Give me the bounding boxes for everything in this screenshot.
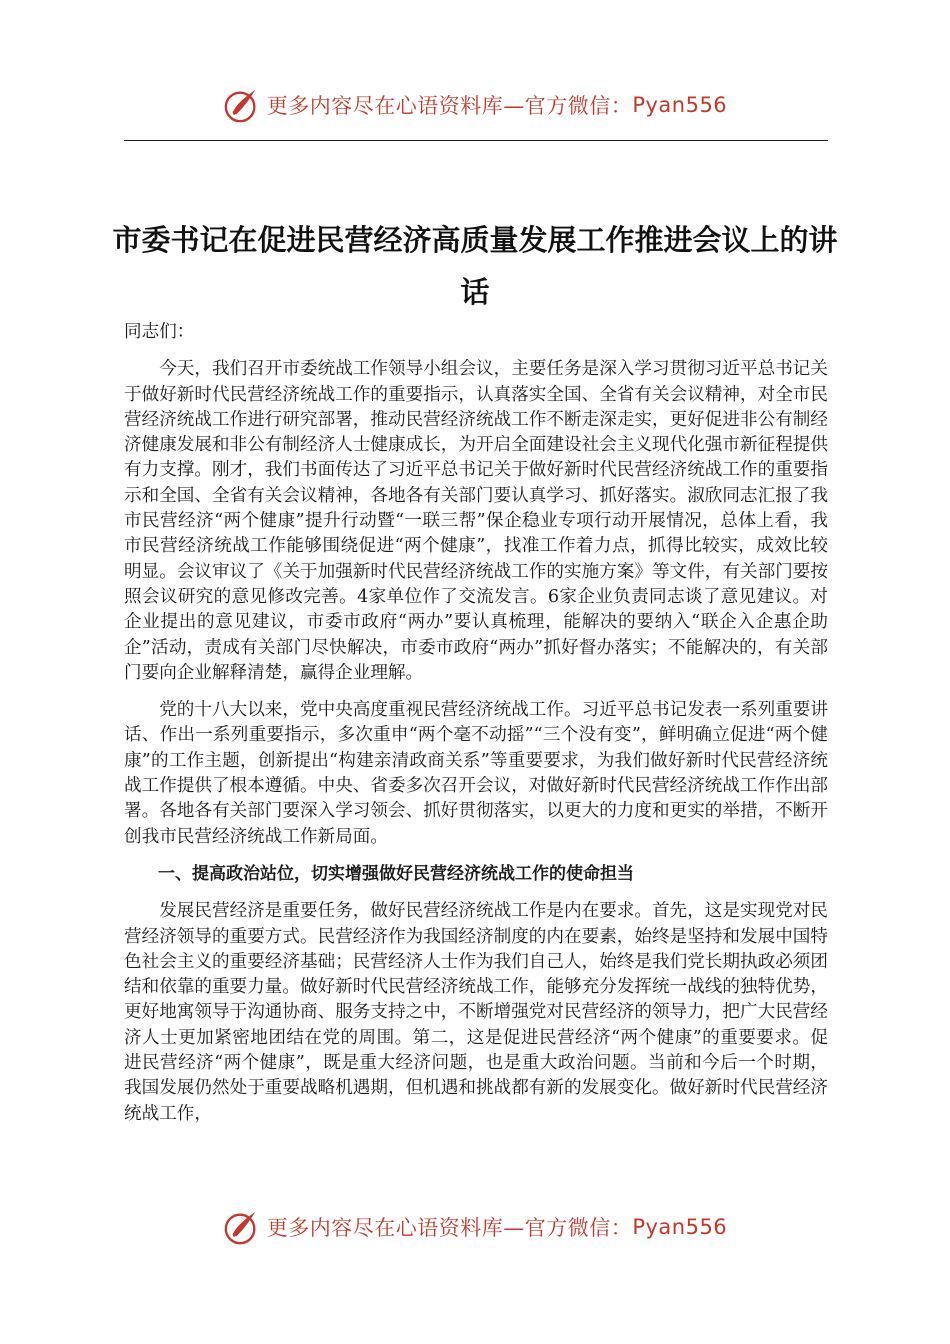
watermark-wechat-id: Pyan556 <box>632 1215 728 1239</box>
paragraph: 党的十八大以来，党中央高度重视民营经济统战工作。习近平总书记发表一系列重要讲话、作出一系列重要指示，多次重申“两个毫不动摇”“三个没有变”，鲜明确立促进“两个健康”的工作主题，创新提出“构建亲清政商关系”等重要要求，为我们做好新时代民营经济统战工作提供了根本遵循。中央、省委多次召开会议，对做好新时代民营经济统战工作作出部署。各地各有关部门要深入学习领会、抓好贯彻落实，以更大的力度和更实的举措，不断开创我市民营经济统战工作新局面。 <box>124 700 828 847</box>
paragraph: 发展民营经济是重要任务，做好民营经济统战工作是内在要求。首先，这是实现党对民营经济领导的重要方式。民营经济作为我国经济制度的内在要素，始终是坚持和发展中国特色社会主义的重要经济基础；民营经济人士作为我们自己人，始终是我们党长期执政必须团结和依靠的重要力量。做好新时代民营经济统战工作，能够充分发挥统一战线的独特优势，更好地寓领导于沟通协商、服务支持之中，不断增强党对民营经济的领导力，把广大民营经济人士更加紧密地团结在党的周围。第二，这是促进民营经济“两个健康”的重要要求。促进民营经济“两个健康”，既是重大经济问题，也是重大政治问题。当前和今后一个时期，我国发展仍然处于重要战略机遇期，但机遇和挑战都有新的发展变化。做好新时代民营经济统战工作， <box>124 901 828 1124</box>
watermark-banner-bottom <box>0 1208 950 1246</box>
section-heading: 一、提高政治站位，切实增强做好民营经济统战工作的使命担当 <box>158 863 634 884</box>
watermark-text: 更多内容尽在心语资料库—官方微信： <box>266 1216 633 1240</box>
watermark-wechat-id: Pyan556 <box>632 93 728 117</box>
pen-logo-icon <box>223 86 261 124</box>
header-divider <box>124 140 828 141</box>
watermark-text: 更多内容尽在心语资料库—官方微信： <box>266 94 633 118</box>
watermark-banner-top <box>0 86 950 124</box>
salutation: 同志们： <box>124 322 195 342</box>
pen-logo-icon <box>223 1208 261 1246</box>
paragraph: 今天，我们召开市委统战工作领导小组会议，主要任务是深入学习贯彻习近平总书记关于做好新时代民营经济统战工作的重要指示，认真落实全国、全省有关会议精神，对全市民营经济统战工作进行研究部署，推动民营经济统战工作不断走深走实，更好促进非公有制经济健康发展和非公有制经济人士健康成长，为开启全面建设社会主义现代化强市新征程提供有力支撑。刚才，我们书面传达了习近平总书记关于做好新时代民营经济统战工作的重要指示和全国、全省有关会议精神，各地各有关部门要认真学习、抓好落实。淑欣同志汇报了我市民营经济“两个健康”提升行动暨“一联三帮”保企稳业专项行动开展情况，总体上看，我市民营经济统战工作能够围绕促进“两个健康”，找准工作着力点，抓得比较实，成效比较明显。会议审议了《关于加强新时代民营经济统战工作的实施方案》等文件，有关部门要按照会议研究的意见修改完善。4家单位作了交流发言。6家企业负责同志谈了意见建议。对企业提出的意见建议，市委市政府“两办”要认真梳理，能解决的要纳入“联企入企惠企助企”活动，责成有关部门尽快解决，市委市政府“两办”抓好督办落实；不能解决的，有关部门要向企业解释清楚，赢得企业理解。 <box>124 359 828 683</box>
document-body <box>124 320 828 1139</box>
document-title: 市委书记在促进民营经济高质量发展工作推进会议上的讲话 <box>112 223 838 309</box>
